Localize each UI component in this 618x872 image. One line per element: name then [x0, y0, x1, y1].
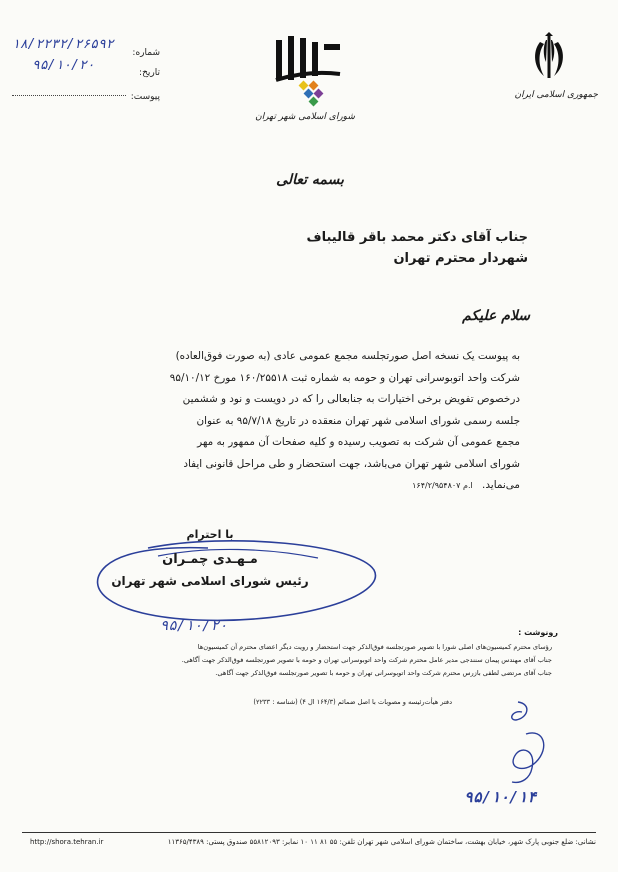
- cc-item-4: دفتر هیأت‌رئیسه و مصوبات با اصل ضمائم (۱۶۴/۳ ال ۴) (شناسه : ۲۲۳۳): [253, 698, 452, 706]
- cc-item-1: رؤسای محترم کمیسیون‌های اصلی شورا با تصویر صورتجلسه فوق‌الذکر جهت استحضار و رویت دیگر اعضای محترم آن کمیسیون‌ها: [197, 643, 552, 651]
- body-line-2: شرکت واحد اتوبوسرانی تهران و حومه به شماره ثبت ۱۶۰/۲۵۵۱۸ مورخ ۹۵/۱۰/۱۲: [169, 371, 520, 384]
- date-row: [12, 60, 160, 84]
- council-label: شورای اسلامی شهر تهران: [255, 112, 355, 122]
- body-last-line: می‌نماید.: [482, 479, 520, 491]
- cc-item-3: جناب آقای مرتضی لطفی بازرس محترم شرکت واحد اتوبوسرانی تهران و حومه با تصویر صورتجلسه فوق‌الذکر جهت آگاهی.: [215, 669, 552, 677]
- handwritten-scribble: [488, 698, 558, 788]
- greeting: سلام علیکم: [462, 308, 530, 324]
- recipient-name: جناب آقای دکتر محمد باقر قالیباف: [306, 230, 528, 245]
- footer-divider: [22, 832, 596, 833]
- handwritten-note: ۹۵/۱۰/۱۴: [464, 788, 537, 806]
- letter-body: [90, 346, 520, 497]
- cc-item-2: جناب آقای مهندس پیمان سنندجی مدیر عامل محترم شرکت واحد اتوبوسرانی تهران و حومه با تصویر صورتجلسه فوق‌الذکر جهت آگاهی.: [181, 656, 552, 664]
- body-line-5: مجمع عمومی آن شرکت به تصویب رسیده و کلیه صفحات آن ممهور به مهر: [197, 436, 520, 448]
- attachment-row: [12, 84, 160, 100]
- body-line-6: شورای اسلامی شهر تهران می‌باشد، جهت استحضار و طی مراحل قانونی ایفاد: [183, 457, 520, 470]
- footer-website: http://shora.tehran.ir: [30, 838, 104, 846]
- signature-closing: با احترام: [186, 528, 234, 541]
- recipient-title: شهردار محترم تهران: [393, 251, 528, 266]
- number-label: شماره:: [132, 48, 160, 58]
- date-value: ۹۵/۱۰/۲۰: [32, 58, 95, 73]
- bismillah: بسمه تعالی: [276, 172, 344, 188]
- signature-name: مـهـدی چمـران: [162, 552, 258, 567]
- council-logo: [268, 30, 348, 110]
- number-value: ۱۸/۲۲۳۲/۲۶۵۹۲: [12, 37, 114, 52]
- cc-title: رونوشت :: [518, 628, 558, 637]
- body-line-3: درخصوص تفویض برخی اختیارات به جنابعالی را که در دویست و نود و ششمین: [182, 393, 520, 405]
- emblem-label: جمهوری اسلامی ایران: [514, 90, 598, 100]
- date-label: تاریخ:: [139, 68, 160, 78]
- iran-emblem-icon: [526, 32, 572, 84]
- council-logo-icon: [268, 30, 348, 110]
- signature-title: رئیس شورای اسلامی شهر تهران: [111, 574, 309, 588]
- number-row: [12, 37, 160, 60]
- footer-address: نشانی: ضلع جنوبی پارک شهر، خیابان بهشت، ساختمان شورای اسلامی شهر تهران تلفن: ۵۵ ۸۱ ۱۱ ۱۰ نمابر: ۵۵۸۱۲۰۹۳ صندوق پستی: ۱۱۳۶۵/۴۳۸۹: [167, 838, 596, 846]
- body-line-4: جلسه رسمی شورای اسلامی شهر تهران منعقده در تاریخ ۹۵/۷/۱۸ به عنوان: [196, 414, 520, 427]
- iran-emblem: [526, 32, 572, 84]
- cc-list: [52, 641, 552, 709]
- body-line-1: به پیوست یک نسخه اصل صورتجلسه مجمع عمومی عادی (به صورت فوق‌العاده): [175, 350, 520, 362]
- signature-handwritten-date: ۹۵/۱۰/۲۰: [160, 618, 228, 634]
- body-ref: ا.م ۱۶۴/۲/۹۵۴۸۰۷: [412, 481, 473, 490]
- letter-meta: [12, 37, 160, 102]
- attachment-label: پیوست:: [130, 92, 160, 102]
- body-line-7: [90, 475, 520, 497]
- handwritten-scribble-icon: [488, 698, 558, 788]
